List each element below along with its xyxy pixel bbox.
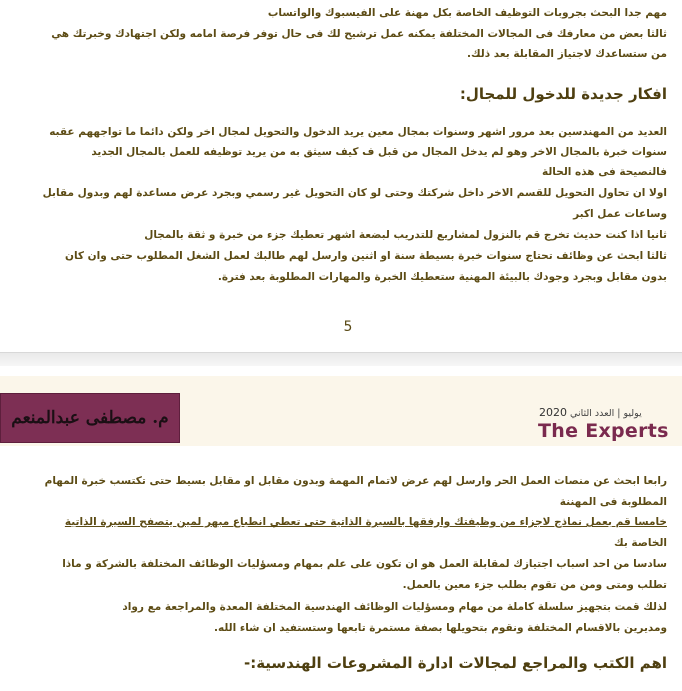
issue-year: 2020 [539, 406, 567, 419]
text-line: سنوات خبرة بالمجال الاخر وهو لم يدخل المجال من قبل ف كيف سيثق به من يريد توظيفه للعمل بالمجال الجديد [91, 146, 667, 158]
page-header [0, 376, 682, 446]
text-line: ثالثا بعض من معارفك فى المجالات المختلفة يمكنه عمل ترشيح لك فى حال توفر فرصة امامه ولكن اجتهادك وخبرتك هي [51, 28, 667, 40]
section-heading: اهم الكتب والمراجع لمجالات ادارة المشروعات الهندسية:- [243, 654, 667, 672]
issue-info [539, 406, 642, 419]
text-line: فالنصيحة فى هذه الحالة [542, 166, 667, 178]
text-line: ثانيا اذا كنت حديث تخرج قم بالنزول لمشاريع للتدريب لبضعة اشهر تعطيك جزء من خبرة و ثقة بالمجال [144, 229, 667, 241]
text-line: الخاصة بك [614, 537, 667, 549]
text-line: تطلب ومتى ومن من تقوم بطلب جزء معين بالعمل. [402, 579, 667, 591]
text-line: اولا ان تحاول التحويل للقسم الاخر داخل شركتك وحتى لو كان التحويل غير رسمي وبجرد عرض مساعدة لهم وبدول مقابل [42, 187, 667, 199]
author-banner [0, 393, 180, 443]
issue-month: يوليو [623, 408, 642, 419]
text-line: ومديرين بالاقسام المختلفة ونقوم بتحويلها بصفة مستمرة تابعها وستستفيد ان شاء الله. [214, 622, 667, 634]
issue-separator: | [617, 408, 621, 419]
author-name: م. مصطفى عبدالمنعم [11, 408, 169, 428]
text-line: من ستساعدك لاجتياز المقابلة بعد ذلك. [467, 48, 667, 60]
magazine-title: The Experts [538, 420, 669, 442]
text-line: سادسا من احد اسباب اجتيازك لمقابلة العمل هو ان تكون على علم بمهام ومسؤليات الوظائف المختلفة بالشركة و ماذا [62, 558, 667, 570]
section-heading: افكار جديدة للدخول للمجال: [459, 85, 667, 103]
text-line: ثالثا ابحث عن وظائف تحتاج سنوات خبرة بسيطة سنة او اثنين وارسل لهم طالبك لعمل الشغل المطلوب حتى وان كان [64, 250, 667, 262]
page-number: 5 [343, 319, 353, 335]
page-6 [0, 366, 682, 691]
text-line: العديد من المهندسين بعد مرور اشهر وسنوات بمجال معين يريد الدخول والتحويل لمجال اخر ولكن دائما ما تواجههم عقبه [49, 126, 667, 138]
text-line: خامسا قم بعمل نماذج لاجزاء من وظيفتك وارفقها بالسيرة الذاتية حتى تعطي انطباع مبهر لمين يتصفح السيرة الذاتية [64, 516, 667, 528]
text-line: المطلوبة فى المهننة [559, 496, 667, 508]
text-line: وساعات عمل اكبر [573, 208, 667, 220]
text-line: مهم جدا البحث بجروبات التوظيف الخاصة بكل مهنة على الفيسبوك والواتساب [267, 7, 667, 19]
text-line: لذلك قمت بتجهيز سلسلة كاملة من مهام ومسؤليات الوظائف الهندسية المختلفة المعدة والمراجعة مع رواد [122, 601, 667, 613]
text-line: رابعا ابحث عن منصات العمل الحر وارسل لهم عرض لاتمام المهمة وبدون مقابل او مقابل بسيط حتى تكتسب خبرة المهام [44, 475, 667, 487]
page-separator [0, 352, 682, 366]
issue-label: العدد الثاني [570, 408, 615, 419]
text-line: بدون مقابل وبجرد وجودك بالبيئة المهنية ستعطيك الخبرة والمهارات المطلوبة بعد فترة. [217, 271, 667, 283]
